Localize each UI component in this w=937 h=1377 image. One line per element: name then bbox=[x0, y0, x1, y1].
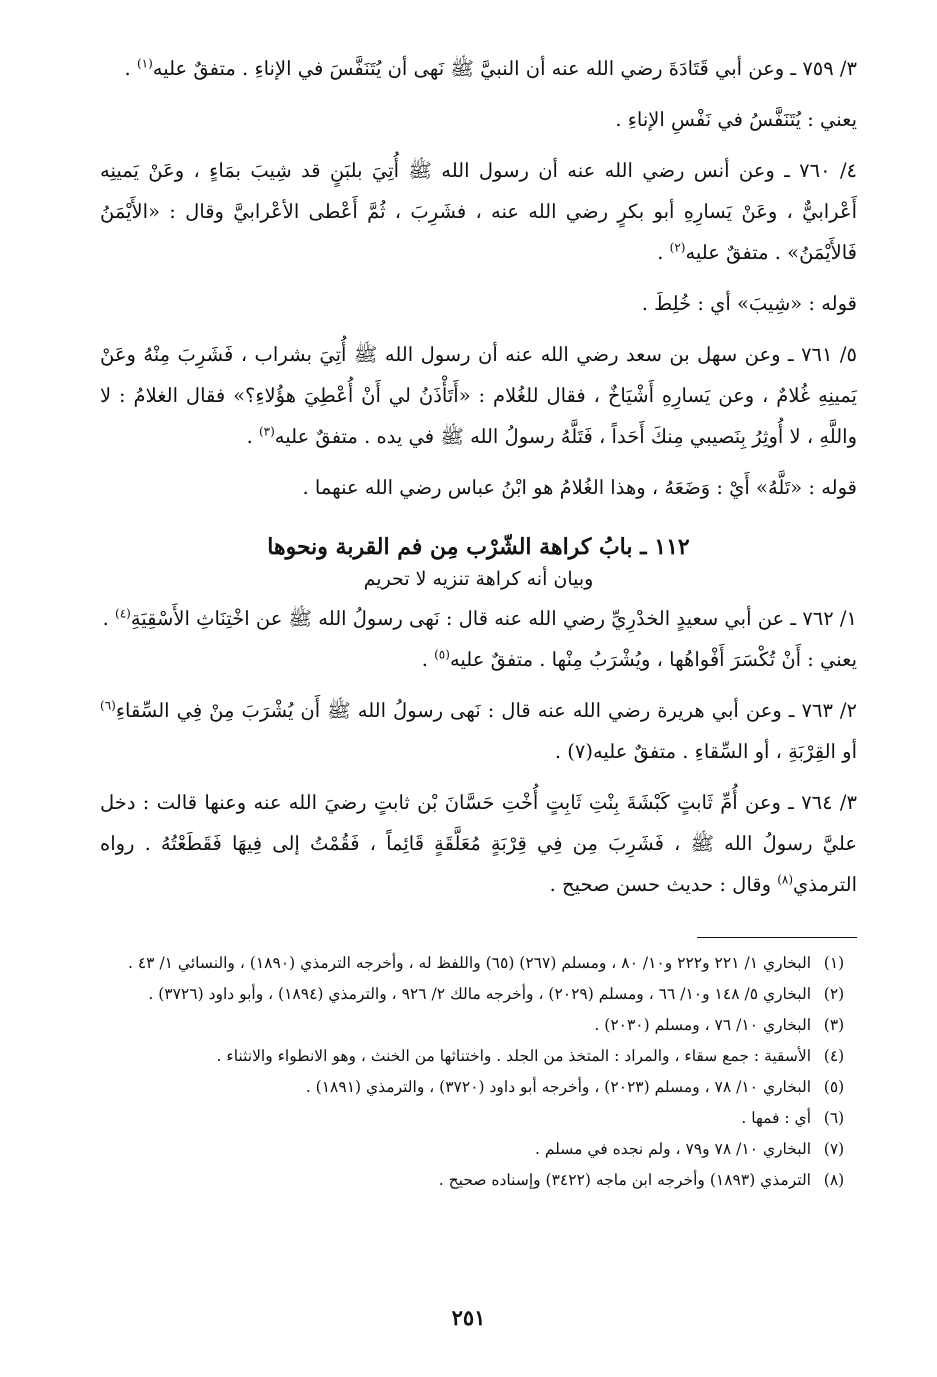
paragraph-tail: أو القِرْبَةِ ، أو السِّقاءِ . متفقٌ عليه(٧) . bbox=[554, 740, 857, 763]
footnote-8 bbox=[100, 1167, 857, 1194]
explanation-762 bbox=[100, 639, 857, 680]
hadith-760 bbox=[100, 150, 857, 273]
main-text bbox=[100, 48, 857, 508]
footnote-number: (١) bbox=[823, 954, 845, 972]
paragraph-text: ٣/ ٧٦٤ ـ وعن أُمِّ ثَابتٍ كَبْشَةَ بِنْتِ ثَابِتٍ أُخْتِ حَسَّانَ بْن ثابتٍ رضيَ الله عنه وعنها قالت : دخل عليَّ رسولُ الله ﷺ ، فَشَرِبَ مِن فِي قِرْبَةٍ مُعَلَّقَةٍ قَائِماً ، فَقُمْتُ إلى فِيهَا فَقَطَعْتُهُ . رواه الترمذي bbox=[100, 791, 857, 896]
paragraph-text: ٣/ ٧٥٩ ـ وعن أبي قَتَادَةَ رضي الله عنه أن النبيَّ ﷺ نَهى أن يُتَنَفَّسَ في الإناءِ . متفقٌ عليه bbox=[152, 57, 857, 80]
footnote-text: الأسقية : جمع سقاء ، والمراد : المتخذ من الجلد . واختناثها من الخنث ، وهو الانطواء والانثناء . bbox=[216, 1047, 811, 1065]
explanation-759 bbox=[100, 99, 857, 140]
footnote-5 bbox=[100, 1074, 857, 1101]
footnote-ref: (٣) bbox=[258, 424, 275, 439]
footnote-number: (٧) bbox=[823, 1140, 845, 1158]
chapter-title: ١١٢ ـ بابُ كراهة الشّرْب مِن فم القربة ونحوها bbox=[267, 534, 690, 560]
hadith-761 bbox=[100, 334, 857, 457]
footnote-text: البخاري ٥/ ١٤٨ و١٠/ ٦٦ ، ومسلم (٢٠٢٩) ، وأخرجه مالك ٢/ ٩٢٦ ، والترمذي (١٨٩٤) ، وأبو داود (٣٧٢٦) . bbox=[148, 985, 811, 1003]
paragraph-text: ٢/ ٧٦٣ ـ وعن أبي هريرة رضي الله عنه قال : نَهى رسولُ الله ﷺ أَن يُشْرَبَ مِنْ فِي السِّقاءِ bbox=[115, 699, 857, 722]
hadith-764 bbox=[100, 782, 857, 905]
explanation-760 bbox=[100, 283, 857, 324]
hadith-762 bbox=[100, 598, 857, 639]
footnote-number: (٥) bbox=[823, 1078, 845, 1096]
hadith-763 bbox=[100, 690, 857, 772]
paragraph-tail: . bbox=[246, 425, 259, 448]
footnote-ref: (٤) bbox=[115, 606, 131, 621]
footnote-ref: (٢) bbox=[669, 240, 686, 255]
footnote-ref: (٦) bbox=[100, 698, 116, 713]
page-number: ٢٥١ bbox=[451, 1305, 486, 1330]
footnote-2 bbox=[100, 981, 857, 1008]
footnote-ref: (٥) bbox=[434, 647, 450, 662]
chapter-header bbox=[100, 530, 857, 594]
footnote-number: (٣) bbox=[823, 1016, 845, 1034]
footnote-ref: (١) bbox=[136, 56, 153, 71]
footnote-text: البخاري ١٠/ ٧٨ ، ومسلم (٢٠٢٣) ، وأخرجه أبو داود (٣٧٢٠) ، والترمذي (١٨٩١) . bbox=[305, 1078, 811, 1096]
footnote-7 bbox=[100, 1136, 857, 1163]
footnote-1 bbox=[100, 950, 857, 977]
paragraph-tail: . bbox=[124, 57, 137, 80]
chapter-text bbox=[100, 598, 857, 905]
paragraph-text: ٥/ ٧٦١ ـ وعن سهل بن سعد رضي الله عنه أن رسول الله ﷺ أُتِيَ بشراب ، فَشَرِبَ مِنْهُ وعَنْ يَمينِهِ غُلامٌ ، وعن يَسارِهِ أَشْيَاخٌ ، فقال للغُلام : «أَتَأْذَنُ لي أَنْ أُعْطِيَ هؤُلاءِ؟» فقال الغلامُ : لا واللَّهِ ، لا أُوثِرُ بِنَصيبي مِنكَ أَحَداً ، فَتَلَّهُ رسولُ الله ﷺ في يده . متفقٌ عليه bbox=[100, 343, 857, 448]
paragraph-text: يعني : يُتَنَفَّسُ في نَفْسِ الإناءِ . bbox=[615, 108, 857, 131]
paragraph-text: يعني : أَنْ تُكْسَرَ أَفْواهُها ، ويُشْرَبُ مِنْها . متفقٌ عليه bbox=[449, 648, 857, 671]
footnote-ref: (٨) bbox=[777, 872, 794, 887]
footnotes bbox=[100, 950, 857, 1194]
footnote-text: أي : فمها . bbox=[741, 1109, 811, 1127]
paragraph-tail: . bbox=[421, 648, 435, 671]
footnote-3 bbox=[100, 1012, 857, 1039]
footnote-text: الترمذي (١٨٩٣) وأخرجه ابن ماجه (٣٤٢٢) وإسناده صحيح . bbox=[438, 1171, 811, 1189]
paragraph-text: قوله : «شِيبَ» أي : خُلِطَ . bbox=[641, 292, 857, 315]
paragraph-tail: وقال : حديث حسن صحيح . bbox=[549, 873, 778, 896]
footnote-number: (٢) bbox=[823, 985, 845, 1003]
footnote-number: (٦) bbox=[823, 1109, 845, 1127]
footnote-number: (٨) bbox=[823, 1171, 845, 1189]
footnote-separator-wrap bbox=[100, 923, 857, 950]
paragraph-tail: . bbox=[102, 607, 116, 630]
paragraph-text: ١/ ٧٦٢ ـ عن أبي سعيدٍ الخدْرِيِّ رضي الله عنه قال : نَهى رسولُ الله ﷺ عن اخْتِنَاثِ الأَسْقِيَةِ bbox=[130, 607, 857, 630]
paragraph-tail: . bbox=[657, 241, 670, 264]
paragraph-text: ٤/ ٧٦٠ ـ وعن أنس رضي الله عنه أن رسول الله ﷺ أُتِيَ بلبَنٍ قد شِيبَ بمَاءٍ ، وعَنْ يَمينِه أَعْرابيٌّ ، وعَنْ يَسارِهِ أبو بكرٍ رضي الله عنه ، فشَرِبَ ، ثُمَّ أَعْطى الأعْرابيَّ وقال : «الأَيْمَنُ فَالأَيْمَنُ» . متفقٌ عليه bbox=[100, 159, 857, 264]
footnote-4 bbox=[100, 1043, 857, 1070]
footnote-text: البخاري ١٠/ ٧٦ ، ومسلم (٢٠٣٠) . bbox=[594, 1016, 811, 1034]
footnote-separator bbox=[697, 937, 857, 938]
footnote-6 bbox=[100, 1105, 857, 1132]
explanation-761 bbox=[100, 467, 857, 508]
footnote-number: (٤) bbox=[823, 1047, 845, 1065]
footnote-text: البخاري ١/ ٢٢١ و٢٢٢ و١٠/ ٨٠ ، ومسلم (٢٦٧) (٦٥) واللفظ له ، وأخرجه الترمذي (١٨٩٠) ، والنسائي ١/ ٤٣ . bbox=[128, 954, 811, 972]
chapter-subtitle: وبيان أنه كراهة تنزيه لا تحريم bbox=[363, 568, 594, 590]
hadith-759 bbox=[100, 48, 857, 89]
footnote-text: البخاري ١٠/ ٧٨ و٧٩ ، ولم نجده في مسلم . bbox=[534, 1140, 811, 1158]
paragraph-text: قوله : «تَلَّهُ» أَيْ : وَضَعَهُ ، وهذا الغُلامُ هو ابْنُ عباس رضي الله عنهما . bbox=[302, 476, 857, 499]
